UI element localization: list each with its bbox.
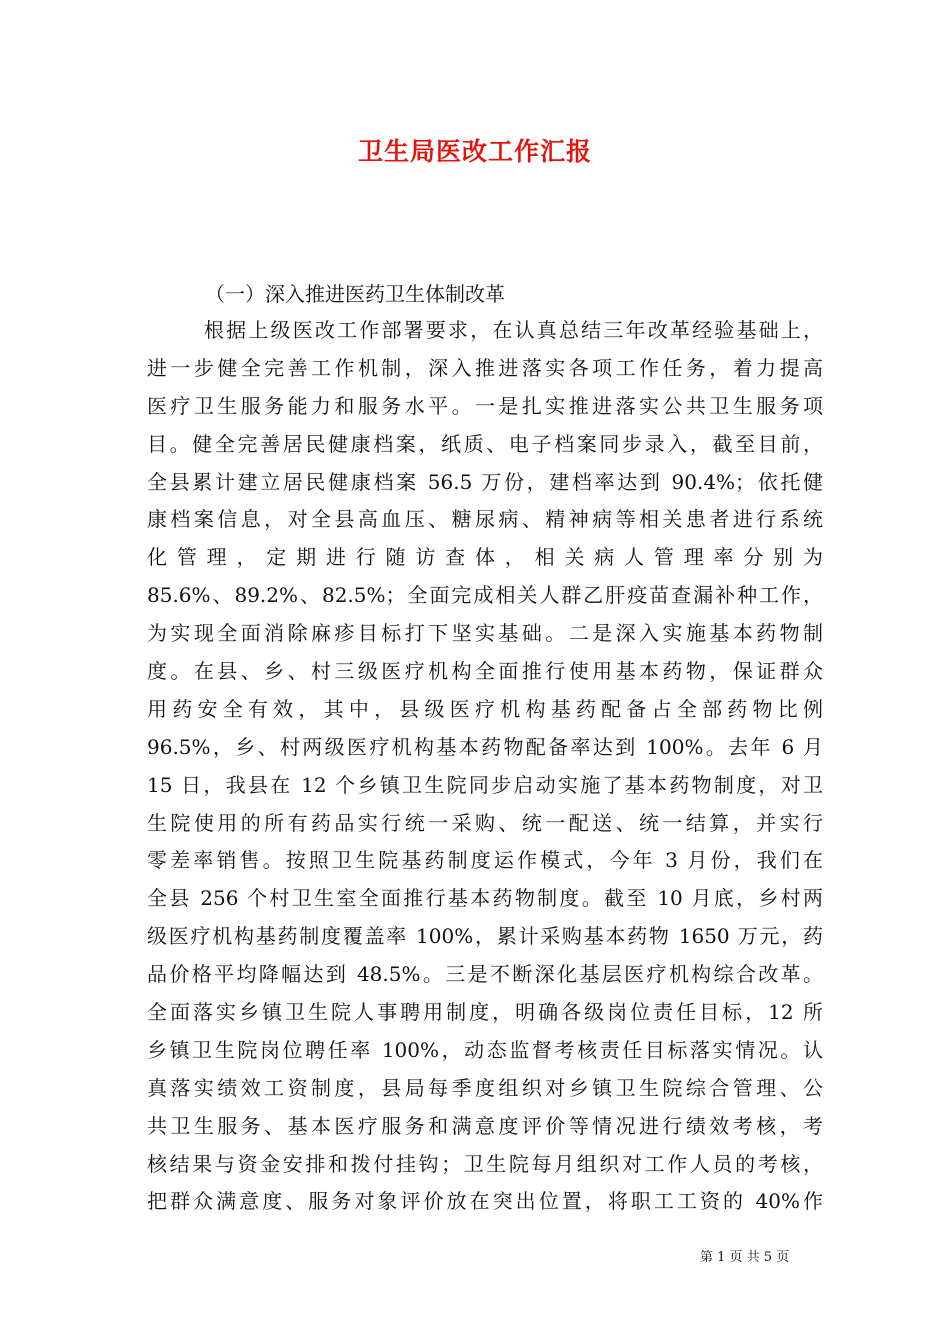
body-line: 为实现全面消除麻疹目标打下坚实基础。二是深入实施基本药物制 bbox=[147, 621, 823, 646]
body-line: 全县累计建立居民健康档案 56.5 万份，建档率达到 90.4%；依托健 bbox=[147, 469, 823, 494]
body-line: 把群众满意度、服务对象评价放在突出位置，将职工工资的 40%作 bbox=[147, 1189, 823, 1214]
body-line: 全面落实乡镇卫生院人事聘用制度，明确各级岗位责任目标，12 所 bbox=[147, 1000, 823, 1025]
document-title: 卫生局医改工作汇报 bbox=[357, 137, 592, 166]
body-line: 乡镇卫生院岗位聘任率 100%，动态监督考核责任目标落实情况。认 bbox=[147, 1037, 823, 1062]
body-line: 真落实绩效工资制度，县局每季度组织对乡镇卫生院综合管理、公 bbox=[147, 1075, 823, 1100]
body-line: 85.6%、89.2%、82.5%；全面完成相关人群乙肝疫苗查漏补种工作， bbox=[147, 583, 823, 608]
body-line: 级医疗机构基药制度覆盖率 100%，累计采购基本药物 1650 万元，药 bbox=[147, 924, 823, 949]
body-line: 品价格平均降幅达到 48.5%。三是不断深化基层医疗机构综合改革。 bbox=[147, 962, 823, 987]
body-line: 零差率销售。按照卫生院基药制度运作模式，今年 3 月份，我们在 bbox=[147, 848, 823, 873]
body-line: 核结果与资金安排和拨付挂钩；卫生院每月组织对工作人员的考核， bbox=[147, 1151, 823, 1176]
body-line: 化 管 理 ， 定 期 进 行 随 访 查 体 ， 相 关 病 人 管 理 率 分 别 为 bbox=[147, 545, 823, 570]
body-line: 医疗卫生服务能力和服务水平。一是扎实推进落实公共卫生服务项 bbox=[147, 393, 823, 418]
body-line: 根据上级医改工作部署要求，在认真总结三年改革经验基础上， bbox=[204, 318, 823, 342]
body-line: 用药安全有效，其中，县级医疗机构基药配备占全部药物比例 bbox=[147, 696, 823, 721]
body-line: 共卫生服务、基本医疗服务和满意度评价等情况进行绩效考核，考 bbox=[147, 1113, 823, 1138]
page-number: 第 1 页 共 5 页 bbox=[700, 1250, 790, 1265]
body-line: 度。在县、乡、村三级医疗机构全面推行使用基本药物，保证群众 bbox=[147, 659, 823, 684]
body-line: 15 日，我县在 12 个乡镇卫生院同步启动实施了基本药物制度，对卫 bbox=[147, 772, 823, 797]
body-line: 全县 256 个村卫生室全面推行基本药物制度。截至 10 月底，乡村两 bbox=[147, 886, 823, 911]
body-line: 进一步健全完善工作机制，深入推进落实各项工作任务，着力提高 bbox=[147, 355, 823, 380]
section-heading: （一）深入推进医药卫生体制改革 bbox=[205, 282, 505, 306]
body-line: 康档案信息，对全县高血压、糖尿病、精神病等相关患者进行系统 bbox=[147, 507, 823, 532]
body-line: 目。健全完善居民健康档案，纸质、电子档案同步录入，截至目前， bbox=[147, 431, 823, 456]
body-line: 生院使用的所有药品实行统一采购、统一配送、统一结算，并实行 bbox=[147, 810, 823, 835]
body-line: 96.5%，乡、村两级医疗机构基本药物配备率达到 100%。去年 6 月 bbox=[147, 734, 823, 759]
body-paragraph bbox=[147, 312, 823, 1221]
